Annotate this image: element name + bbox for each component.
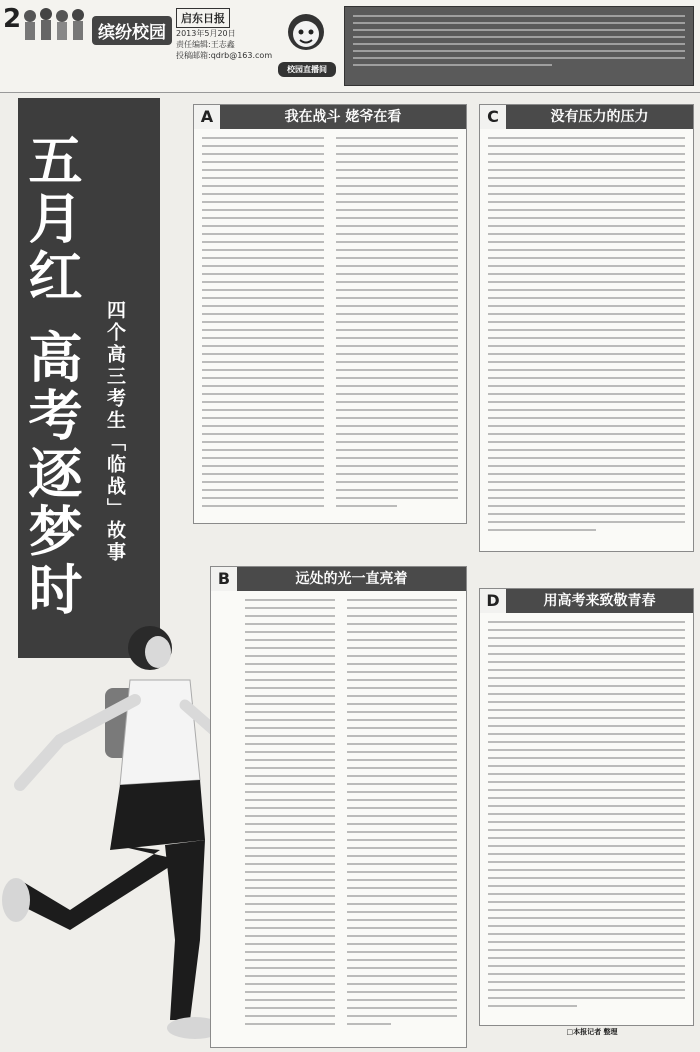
- article-a: [193, 104, 467, 524]
- article-b: [210, 566, 467, 1048]
- article-d-title: 用高考来致敬青春: [506, 589, 693, 613]
- page-number: 2: [3, 4, 22, 34]
- editor-line: 责任编辑:王志鑫: [176, 40, 235, 49]
- article-d-tag: D: [480, 589, 507, 613]
- article-a-body: [202, 137, 458, 515]
- article-b-tag: B: [211, 567, 238, 591]
- students-illustration-icon: [20, 6, 90, 46]
- article-c-title: 没有压力的压力: [506, 105, 693, 129]
- running-student-photo: [0, 610, 240, 1050]
- feature-subtitle: 四个高三考生「临战」故事: [102, 300, 129, 564]
- page-header: [0, 0, 700, 93]
- article-a-tag: A: [194, 105, 221, 129]
- article-c: [479, 104, 694, 552]
- article-a-title: 我在战斗 姥爷在看: [220, 105, 466, 129]
- section-masthead: 缤纷校园: [92, 16, 172, 45]
- article-c-tag: C: [480, 105, 507, 129]
- article-c-body: [488, 137, 685, 543]
- article-b-body: [219, 599, 458, 1039]
- email-line: 投稿邮箱:qdrb@163.com: [176, 51, 273, 60]
- mascot-label: 校园直播间: [278, 62, 336, 77]
- newspaper-name: 启东日报: [176, 8, 230, 28]
- issue-date: 2013年5月20日: [176, 29, 236, 38]
- article-d: [479, 588, 694, 1026]
- feature-main-title: 五月红 高考逐梦时: [20, 132, 83, 619]
- intro-text-lines: [353, 15, 685, 77]
- mascot-icon: [284, 10, 328, 68]
- intro-text-block: [344, 6, 694, 86]
- issue-meta: [176, 28, 272, 61]
- reporter-credit: □本报记者 整理: [566, 1028, 618, 1036]
- article-b-title: 远处的光一直亮着: [237, 567, 466, 591]
- article-d-body: [488, 621, 685, 1017]
